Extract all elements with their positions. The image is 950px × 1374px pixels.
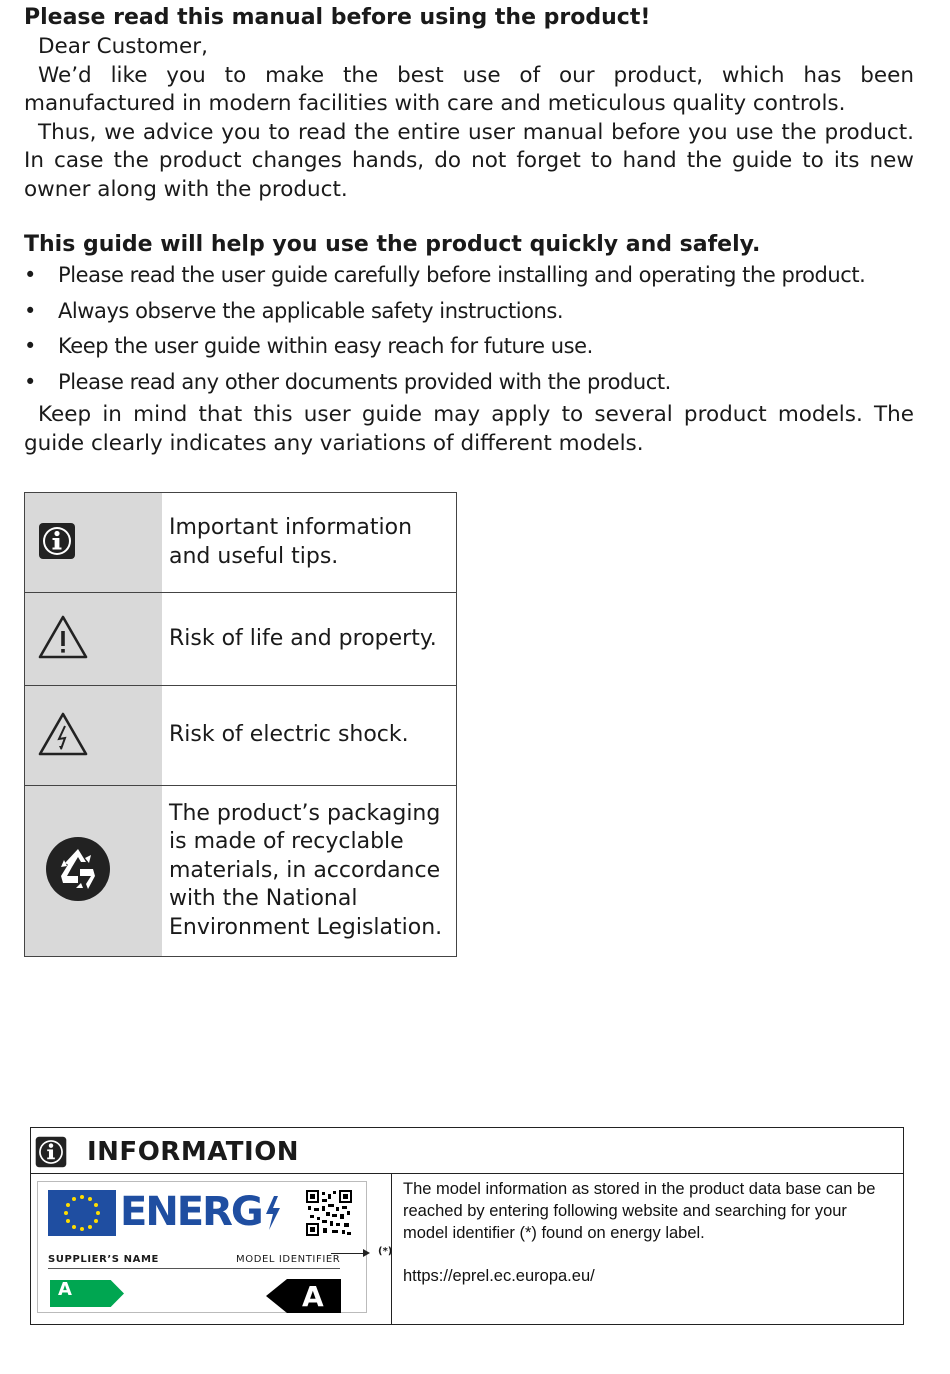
table-row xyxy=(25,786,457,957)
models-note: Keep in mind that this user guide may apply to several product models. The guide clearly indicates any variations of different models. xyxy=(24,402,914,456)
intro-paragraph-2: Thus, we advice you to read the entire user manual before you use the product. In case the product changes hands, do not forget to hand the guide to its new owner along with the product. xyxy=(24,119,914,202)
energy-label-panel xyxy=(31,1174,392,1324)
information-description: The model information as stored in the product data base can be reached by entering following website and searching for your model identifier (*) found on energy label. xyxy=(403,1180,876,1242)
list-item-text: Always observe the applicable safety instructions. xyxy=(58,298,564,323)
supplier-name-label: SUPPLIER’S NAME xyxy=(48,1254,159,1265)
guide-bullet-list xyxy=(24,258,914,400)
symbol-icon-cell xyxy=(25,493,162,593)
warning-triangle-icon xyxy=(37,645,89,664)
electric-shock-icon xyxy=(37,742,89,761)
symbol-description: Important information and useful tips. xyxy=(162,493,457,593)
symbol-icon-cell xyxy=(25,686,162,786)
pointer-line xyxy=(331,1253,365,1254)
symbols-table xyxy=(24,492,457,957)
intro-section xyxy=(24,33,914,205)
energy-label xyxy=(37,1181,367,1313)
manual-title: Please read this manual before using the product! xyxy=(24,5,651,30)
symbol-icon-cell xyxy=(25,786,162,957)
model-asterisk-marker: (*) xyxy=(378,1246,393,1257)
eprel-link[interactable]: https://eprel.ec.europa.eu/ xyxy=(403,1267,595,1285)
table-row xyxy=(25,593,457,686)
info-icon xyxy=(37,546,77,565)
info-icon xyxy=(34,1135,68,1173)
list-item xyxy=(24,294,914,330)
energy-class-scale-letter: A xyxy=(58,1279,72,1300)
bullet-dot: • xyxy=(24,369,36,394)
eu-flag-icon xyxy=(48,1190,116,1236)
symbol-description: Risk of electric shock. xyxy=(162,686,457,786)
list-item xyxy=(24,258,914,294)
intro-paragraph-1: We’d like you to make the best use of our product, which has been manufactured in modern facilities with care and meticulous quality controls. xyxy=(24,62,914,117)
list-item-text: Please read any other documents provided with the product. xyxy=(58,369,671,394)
information-text xyxy=(403,1178,893,1287)
lightning-bolt-icon xyxy=(264,1196,282,1234)
table-row xyxy=(25,493,457,593)
bullet-dot: • xyxy=(24,334,36,358)
greeting: Dear Customer, xyxy=(38,34,208,59)
label-divider xyxy=(48,1268,340,1269)
list-item-text: Keep the user guide within easy reach for future use. xyxy=(58,334,593,358)
bullet-dot: • xyxy=(24,263,36,287)
table-row xyxy=(25,686,457,786)
energy-brand-text: ENERG xyxy=(120,1189,262,1235)
qr-code-icon xyxy=(306,1190,352,1240)
symbol-icon-cell xyxy=(25,593,162,686)
model-identifier-label: MODEL IDENTIFIER xyxy=(236,1254,341,1265)
guide-heading: This guide will help you use the product quickly and safely. xyxy=(24,232,761,257)
bullet-dot: • xyxy=(24,298,36,323)
information-header xyxy=(31,1128,903,1174)
pointer-arrow-icon xyxy=(363,1249,370,1257)
energy-class-indicator-letter: A xyxy=(302,1280,324,1313)
symbol-description: The product’s packaging is made of recyclable materials, in accordance with the National Environment Legislation. xyxy=(162,786,457,957)
recycle-icon xyxy=(45,836,111,906)
information-title: INFORMATION xyxy=(87,1137,300,1167)
symbol-description: Risk of life and property. xyxy=(162,593,457,686)
information-box xyxy=(30,1127,904,1325)
list-item-text: Please read the user guide carefully before installing and operating the product. xyxy=(58,263,866,287)
list-item xyxy=(24,329,914,365)
list-item xyxy=(24,365,914,401)
